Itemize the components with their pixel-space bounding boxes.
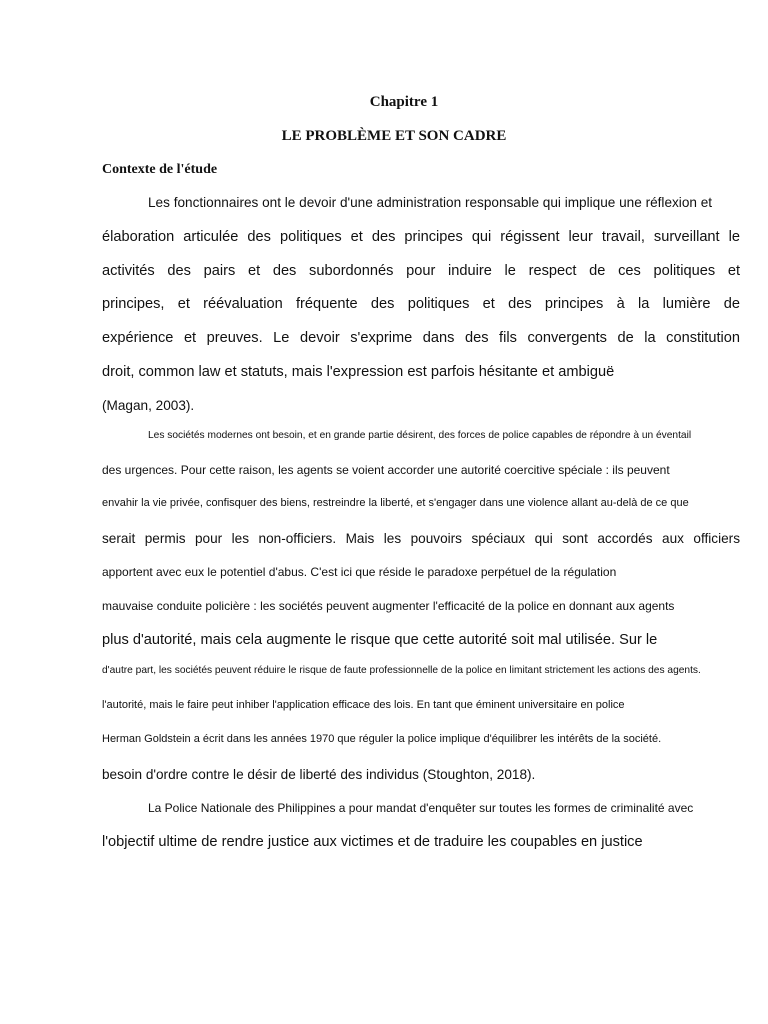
paragraph-line: droit, common law et statuts, mais l'expression est parfois hésitante et ambiguë <box>102 364 615 380</box>
paragraph-line: La Police Nationale des Philippines a pour mandat d'enquêter sur toutes les formes de criminalité avec <box>148 801 694 815</box>
paragraph-line: expérience et preuves. Le devoir s'exprime dans des fils convergents de la constitution <box>102 330 740 346</box>
paragraph-line: mauvaise conduite policière : les sociétés peuvent augmenter l'efficacité de la police en donnant aux agents <box>102 599 675 613</box>
paragraph-line: Les sociétés modernes ont besoin, et en grande partie désirent, des forces de police capables de répondre à un éventail <box>148 430 692 441</box>
chapter-title: LE PROBLÈME ET SON CADRE <box>281 128 507 144</box>
paragraph-line: élaboration articulée des politiques et des principes qui régissent leur travail, surveillant le <box>102 229 740 245</box>
paragraph-line: l'autorité, mais le faire peut inhiber l'application efficace des lois. En tant que éminent universitaire en police <box>102 699 625 711</box>
paragraph-line: serait permis pour les non-officiers. Mais les pouvoirs spéciaux qui sont accordés aux officiers <box>102 531 740 546</box>
paragraph-line: activités des pairs et des subordonnés pour induire le respect de ces politiques et <box>102 263 740 279</box>
paragraph-line: envahir la vie privée, confisquer des biens, restreindre la liberté, et s'engager dans une violence allant au-delà de ce que <box>102 497 689 509</box>
paragraph-line: plus d'autorité, mais cela augmente le risque que cette autorité soit mal utilisée. Sur le <box>102 632 658 648</box>
section-heading: Contexte de l'étude <box>102 162 218 177</box>
citation-line: (Magan, 2003). <box>102 398 195 413</box>
paragraph-line: l'objectif ultime de rendre justice aux victimes et de traduire les coupables en justice <box>102 834 643 850</box>
chapter-label: Chapitre 1 <box>369 94 439 110</box>
paragraph-line: Les fonctionnaires ont le devoir d'une administration responsable qui implique une réflexion et <box>148 195 713 210</box>
paragraph-line: principes, et réévaluation fréquente des politiques et des principes à la lumière de <box>102 296 740 312</box>
paragraph-line: apportent avec eux le potentiel d'abus. C'est ici que réside le paradoxe perpétuel de la régulation <box>102 565 617 579</box>
paragraph-line: des urgences. Pour cette raison, les agents se voient accorder une autorité coercitive spéciale : ils peuvent <box>102 463 670 477</box>
paragraph-line: d'autre part, les sociétés peuvent réduire le risque de faute professionnelle de la police en limitant strictement les actions des agents. <box>102 665 701 676</box>
paragraph-line: Herman Goldstein a écrit dans les années 1970 que réguler la police implique d'équilibrer les intérêts de la société. <box>102 733 662 745</box>
paragraph-line: besoin d'ordre contre le désir de liberté des individus (Stoughton, 2018). <box>102 767 536 782</box>
